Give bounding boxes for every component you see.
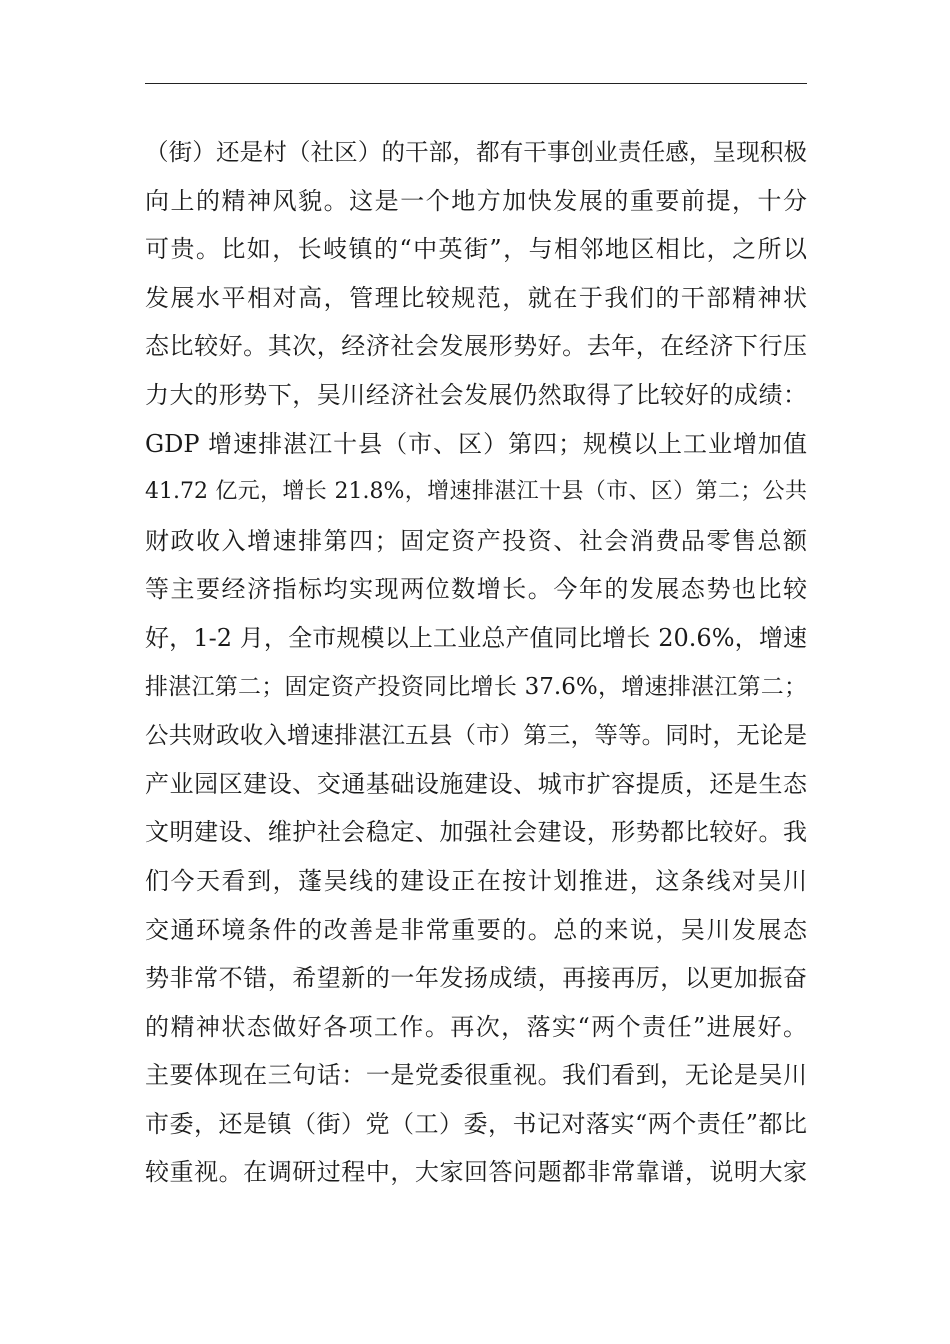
text-line: 产业园区建设、交通基础设施建设、城市扩容提质，还是生态 [145,769,807,798]
text-line: GDP 增速排湛江十县（市、区）第四；规模以上工业增加值 [145,429,807,458]
document-body [145,128,807,1197]
text-line: 好，1-2 月，全市规模以上工业总产值同比增长 20.6%，增速 [145,623,807,652]
text-line: 市委，还是镇（街）党（工）委，书记对落实“两个责任”都比 [145,1109,807,1138]
text-line: （街）还是村（社区）的干部，都有干事创业责任感，呈现积极 [145,138,807,166]
text-line: 态比较好。其次，经济社会发展形势好。去年，在经济下行压 [145,332,807,361]
text-line: 主要体现在三句话：一是党委很重视。我们看到，无论是吴川 [145,1061,807,1090]
text-line: 力大的形势下，吴川经济社会发展仍然取得了比较好的成绩： [145,380,807,409]
text-line: 文明建设、维护社会稳定、加强社会建设，形势都比较好。我 [145,818,807,847]
text-line: 公共财政收入增速排湛江五县（市）第三，等等。同时，无论是 [145,721,807,750]
text-line: 的精神状态做好各项工作。再次，落实“两个责任”进展好。 [145,1012,807,1041]
text-line: 们今天看到，蓬吴线的建设正在按计划推进，这条线对吴川 [145,866,807,895]
text-line: 41.72 亿元，增长 21.8%，增速排湛江十县（市、区）第二；公共 [145,479,807,505]
text-line: 排湛江第二；固定资产投资同比增长 37.6%，增速排湛江第二； [145,673,807,700]
text-line: 交通环境条件的改善是非常重要的。总的来说，吴川发展态 [145,915,807,944]
text-line: 财政收入增速排第四；固定资产投资、社会消费品零售总额 [145,526,807,555]
header-rule [145,83,807,84]
text-line: 势非常不错，希望新的一年发扬成绩，再接再厉，以更加振奋 [145,964,807,993]
text-line: 较重视。在调研过程中，大家回答问题都非常靠谱，说明大家 [145,1158,807,1187]
text-line: 等主要经济指标均实现两位数增长。今年的发展态势也比较 [145,575,807,604]
text-line: 可贵。比如，长岐镇的“中英街”，与相邻地区相比，之所以 [145,235,807,264]
text-line: 发展水平相对高，管理比较规范，就在于我们的干部精神状 [145,283,807,312]
text-line: 向上的精神风貌。这是一个地方加快发展的重要前提，十分 [145,186,807,215]
